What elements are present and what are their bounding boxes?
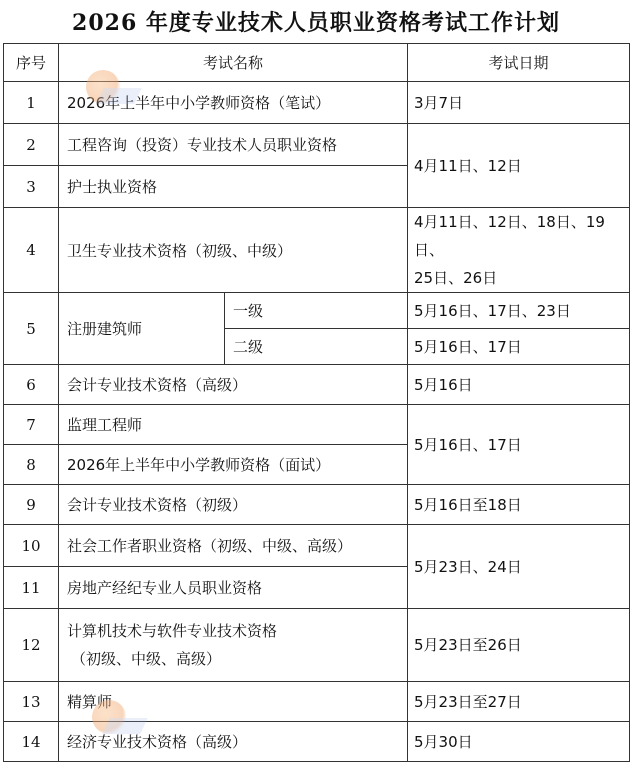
table-row [4, 609, 630, 682]
row-no: 12 [4, 609, 59, 682]
exam-schedule-table [3, 43, 630, 762]
exam-name: 精算师 [59, 682, 408, 722]
exam-name: 会计专业技术资格（高级） [59, 365, 408, 405]
row-no: 2 [4, 124, 59, 166]
row-no: 1 [4, 82, 59, 124]
table-row [4, 293, 630, 329]
header-name: 考试名称 [59, 44, 408, 82]
row-no: 8 [4, 445, 59, 485]
exam-name-line: （初级、中级、高级） [71, 650, 222, 668]
table-row [4, 405, 630, 445]
exam-date: 5月23日、24日 [408, 525, 630, 609]
exam-date: 5月23日至27日 [408, 682, 630, 722]
row-no: 14 [4, 722, 59, 762]
exam-name: 会计专业技术资格（初级） [59, 485, 408, 525]
table-row [4, 208, 630, 293]
exam-date: 5月16日 [408, 365, 630, 405]
row-no: 6 [4, 365, 59, 405]
table-row [4, 124, 630, 166]
exam-name: 监理工程师 [59, 405, 408, 445]
exam-name: 经济专业技术资格（高级） [59, 722, 408, 762]
exam-date [408, 208, 630, 293]
exam-name: 注册建筑师 [59, 293, 225, 365]
exam-level: 一级 [225, 293, 408, 329]
watermark-logo-icon [92, 700, 126, 734]
exam-date-line: 25日、26日 [414, 269, 498, 287]
watermark-logo-icon [86, 70, 120, 104]
table-row [4, 365, 630, 405]
row-no: 9 [4, 485, 59, 525]
row-no: 13 [4, 682, 59, 722]
page-title: 2026 年度专业技术人员职业资格考试工作计划 [72, 10, 560, 36]
exam-date: 3月7日 [408, 82, 630, 124]
row-no: 7 [4, 405, 59, 445]
row-no: 5 [4, 293, 59, 365]
exam-date: 5月16日至18日 [408, 485, 630, 525]
exam-date: 5月16日、17日、23日 [408, 293, 630, 329]
row-no: 3 [4, 166, 59, 208]
exam-name: 2026年上半年中小学教师资格（面试） [59, 445, 408, 485]
exam-date: 5月16日、17日 [408, 405, 630, 485]
row-no: 4 [4, 208, 59, 293]
header-no: 序号 [4, 44, 59, 82]
exam-name: 工程咨询（投资）专业技术人员职业资格 [59, 124, 408, 166]
exam-name: 卫生专业技术资格（初级、中级） [59, 208, 408, 293]
exam-level: 二级 [225, 329, 408, 365]
exam-name: 2026年上半年中小学教师资格（笔试） [59, 82, 408, 124]
exam-name-line: 计算机技术与软件专业技术资格 [67, 622, 278, 640]
exam-name: 护士执业资格 [59, 166, 408, 208]
table-row [4, 485, 630, 525]
header-date: 考试日期 [408, 44, 630, 82]
row-no: 11 [4, 567, 59, 609]
exam-name [59, 609, 408, 682]
exam-name: 房地产经纪专业人员职业资格 [59, 567, 408, 609]
exam-date-line: 4月11日、12日、18日、19日、 [414, 213, 605, 259]
exam-date: 5月16日、17日 [408, 329, 630, 365]
exam-name: 社会工作者职业资格（初级、中级、高级） [59, 525, 408, 567]
exam-date: 5月30日 [408, 722, 630, 762]
exam-date: 4月11日、12日 [408, 124, 630, 208]
exam-date: 5月23日至26日 [408, 609, 630, 682]
table-row [4, 525, 630, 567]
row-no: 10 [4, 525, 59, 567]
